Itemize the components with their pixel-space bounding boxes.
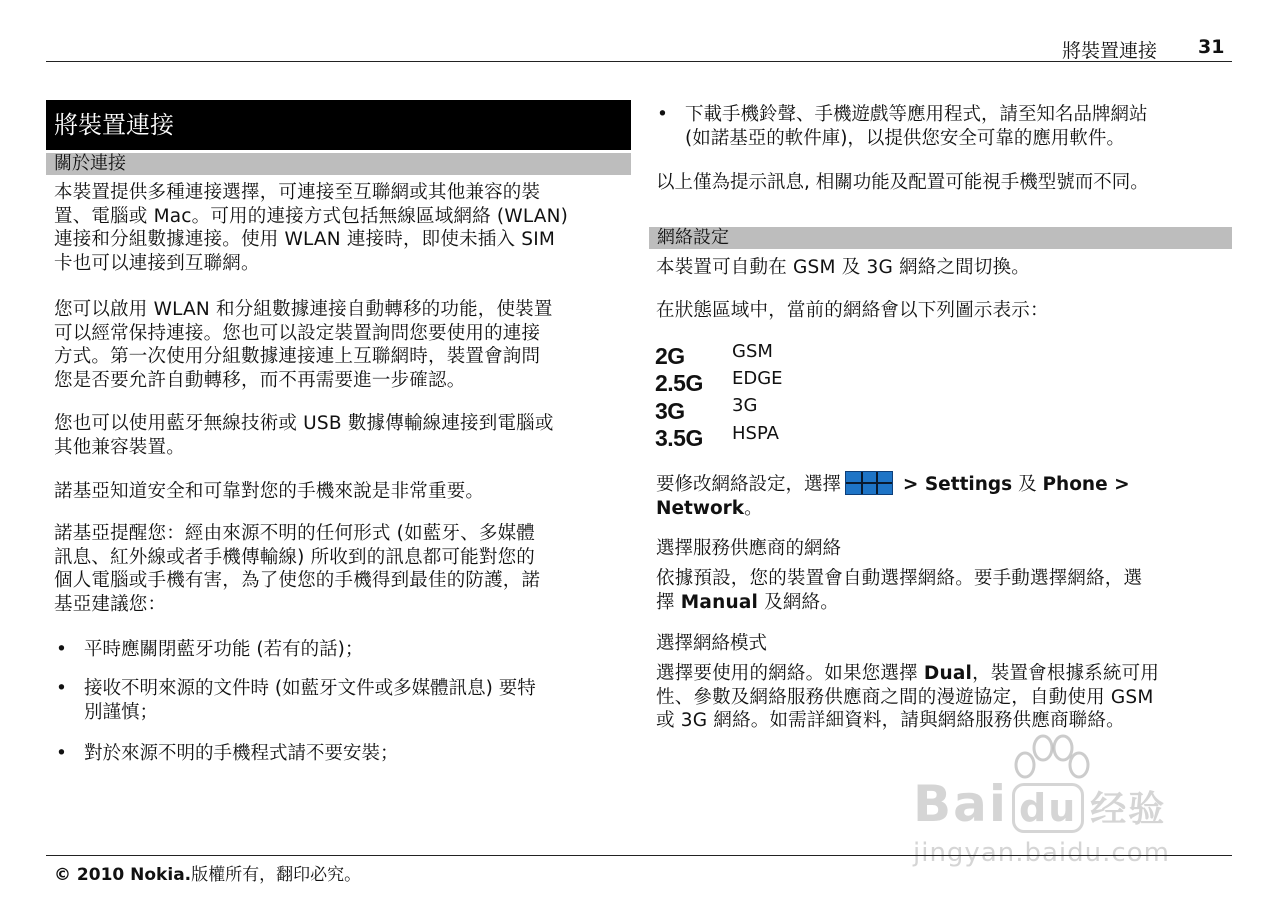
- list-item-text: 對於來源不明的手機程式請不要安裝；: [84, 743, 399, 764]
- text-line: 訊息、紅外線或者手機傳輸線) 所收到的訊息都可能對您的: [54, 546, 536, 568]
- text-line: [656, 471, 1232, 497]
- text-line: 您是否要允許自動轉移，而不再需要進一步確認。: [54, 369, 466, 391]
- text: 選擇要使用的網絡。如果您選擇: [656, 663, 918, 684]
- text-line: 您也可以使用藍牙無線技術或 USB 數據傳輸線連接到電腦或: [54, 413, 554, 434]
- menu-path-phone: Phone >: [1042, 474, 1130, 495]
- bullet-marker: •: [657, 104, 668, 125]
- option-manual: Manual: [680, 591, 759, 613]
- watermark-brand: Bai du 经验: [913, 775, 1167, 833]
- text-line: 接收不明來源的文件時 (如藍牙文件或多媒體訊息) 要特: [84, 678, 536, 699]
- paragraph-security-importance: [54, 480, 634, 504]
- text-line: 方式。第一次使用分組數據連接連上互聯網時，裝置會詢問: [54, 346, 541, 367]
- list-item: [56, 677, 626, 725]
- text-line: 諾基亞知道安全和可靠對您的手機來說是非常重要。: [54, 481, 485, 502]
- subheading-select-operator: 選擇服務供應商的網絡: [656, 538, 842, 559]
- list-item-text: [84, 677, 536, 724]
- paragraph-auto-switch-network: 本裝置可自動在 GSM 及 3G 網絡之間切換。: [656, 257, 1030, 278]
- paragraph-bluetooth-usb: [54, 412, 634, 459]
- section-heading-network-settings: [649, 227, 1232, 249]
- page-number: 31: [1198, 36, 1225, 58]
- chapter-title-bar: [46, 100, 631, 150]
- header-title: 將裝置連接: [1062, 40, 1158, 62]
- menu-grid-icon: [845, 471, 893, 495]
- paragraph-nokia-reminder: [54, 522, 634, 616]
- menu-path-network: Network: [656, 497, 745, 519]
- list-item-text: [685, 103, 1148, 150]
- network-name: HSPA: [732, 423, 779, 444]
- footer-rule: [46, 855, 1232, 856]
- section-title: 網絡設定: [657, 227, 729, 248]
- text-line: 置、電腦或 Mac。可用的連接方式包括無線區域網絡 (WLAN): [54, 205, 569, 227]
- text: ，裝置會根據系統可用: [972, 663, 1160, 684]
- text-line: 性、參數及網絡服務供應商之間的漫遊協定，自動使用 GSM: [656, 686, 1154, 708]
- option-dual: Dual: [923, 663, 973, 684]
- list-item: [657, 103, 1232, 151]
- text: 及: [1018, 474, 1037, 495]
- text-line: [656, 591, 1232, 615]
- text: 要修改網絡設定，選擇: [656, 474, 842, 495]
- text-line: [656, 662, 1232, 686]
- paragraph-network-mode: [656, 662, 1232, 733]
- text-line: 或 3G 網絡。如需詳細資料，請與網絡服務供應商聯絡。: [656, 710, 1125, 731]
- text: 擇: [656, 591, 675, 613]
- text-line: 可以經常保持連接。您也可以設定裝置詢問您要使用的連接: [54, 322, 541, 344]
- note-model-difference: 以上僅為提示訊息, 相關功能及配置可能視手機型號而不同。: [656, 172, 1149, 193]
- text-line: 諾基亞提醒您：經由來源不明的任何形式 (如藍牙、多媒體: [54, 523, 536, 544]
- footer-copyright: [54, 860, 361, 885]
- baidu-watermark: [905, 730, 1215, 880]
- paragraph-modify-network: [656, 471, 1232, 520]
- bullet-marker: •: [56, 639, 67, 660]
- network-indicator-2g: 2G: [655, 343, 685, 369]
- network-name: GSM: [732, 341, 773, 362]
- text-line: 個人電腦或手機有害，為了使您的手機得到最佳的防護，諾: [54, 570, 541, 591]
- list-item-text: 平時應關閉藍牙功能 (若有的話)；: [84, 639, 364, 660]
- paragraph-connection-options: [54, 181, 634, 275]
- paragraph-auto-switch: [54, 298, 634, 392]
- section-title: 關於連接: [54, 153, 126, 174]
- text: 及網絡。: [764, 591, 839, 613]
- network-name: 3G: [732, 395, 758, 416]
- subheading-network-mode: 選擇網絡模式: [656, 633, 768, 654]
- text-line: [656, 497, 1232, 521]
- text: 。: [744, 497, 763, 519]
- text-line: 卡也可以連接到互聯網。: [54, 252, 260, 274]
- bullet-marker: •: [56, 743, 67, 764]
- text-line: 連接和分組數據連接。使用 WLAN 連接時，即使未插入 SIM: [54, 229, 556, 250]
- bullet-marker: •: [56, 678, 67, 699]
- copyright-notice: 版權所有，翻印必究。: [191, 865, 362, 885]
- header-rule: [46, 61, 1232, 62]
- network-indicator-2-5g: 2.5G: [655, 370, 703, 396]
- text-line: 別謹慎；: [84, 701, 159, 723]
- text-line: 依據預設，您的裝置會自動選擇網絡。要手動選擇網絡，選: [656, 568, 1143, 589]
- paragraph-status-icons: 在狀態區域中，當前的網絡會以下列圖示表示：: [656, 300, 1049, 321]
- section-heading-connections: [46, 153, 631, 175]
- text-line: 您可以啟用 WLAN 和分組數據連接自動轉移的功能，使裝置: [54, 299, 553, 320]
- list-item: [56, 742, 626, 766]
- paragraph-select-operator: [656, 567, 1232, 614]
- network-indicator-3-5g: 3.5G: [655, 425, 703, 451]
- text-line: 本裝置提供多種連接選擇，可連接至互聯網或其他兼容的裝: [54, 182, 541, 203]
- text-line: 其他兼容裝置。: [54, 436, 185, 458]
- text-line: (如諾基亞的軟件庫)，以提供您安全可靠的應用軟件。: [685, 127, 1125, 149]
- menu-path-settings: > Settings: [902, 474, 1013, 495]
- copyright-owner: © 2010 Nokia.: [54, 865, 192, 885]
- list-item: [56, 638, 626, 662]
- network-name: EDGE: [732, 368, 783, 389]
- chapter-title: 將裝置連接: [54, 111, 174, 139]
- network-indicator-3g: 3G: [655, 398, 685, 424]
- text-line: 基亞建議您：: [54, 593, 167, 615]
- text-line: 下載手機鈴聲、手機遊戲等應用程式，請至知名品牌網站: [685, 104, 1148, 125]
- watermark-url: jingyan.baidu.com: [913, 838, 1170, 868]
